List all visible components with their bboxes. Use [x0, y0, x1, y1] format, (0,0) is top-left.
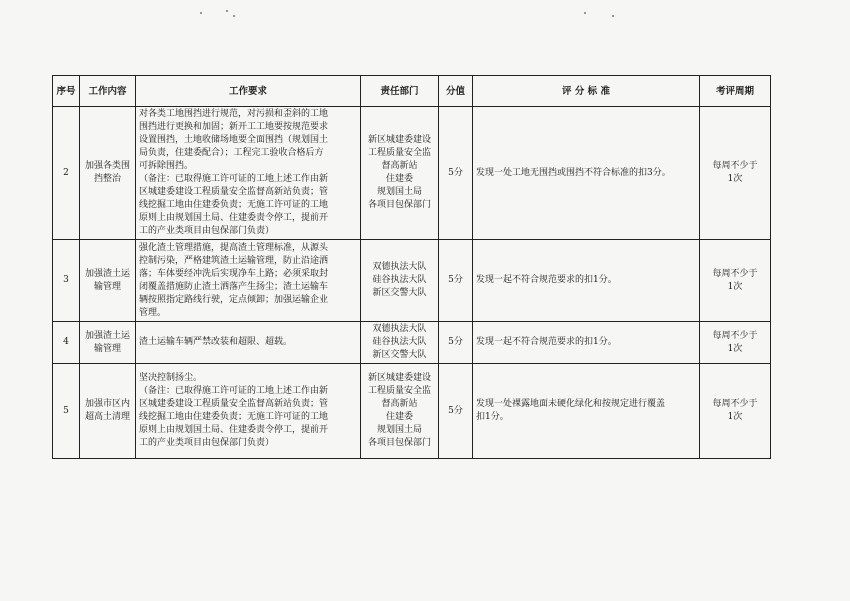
- table-row: [53, 107, 771, 240]
- row-number: 5: [53, 364, 80, 459]
- evaluation-cycle: [700, 240, 771, 322]
- text-line: 住建委: [385, 174, 413, 184]
- work-requirements: [136, 107, 361, 240]
- text-line: 新区交警大队: [372, 350, 427, 360]
- work-item: [80, 322, 136, 364]
- text-line: 双德执法大队: [372, 324, 427, 334]
- text-line: 加强各类围: [84, 161, 130, 171]
- text-line: 1次: [727, 343, 743, 354]
- text-line: 管理。: [139, 307, 167, 318]
- text-line: 1次: [727, 412, 743, 422]
- header-cycle: 考评周期: [700, 76, 771, 107]
- text-line: 区城建委建设工程质量安全监督高新站负责；管: [139, 399, 329, 409]
- text-line: 原则上由规划国土局、住建委责令停工，提前开: [139, 425, 329, 435]
- work-requirements: [136, 322, 361, 364]
- text-line: 闭覆盖措施防止渣土洒落产生扬尘；渣土运输车: [139, 281, 329, 292]
- text-line: 原则上由规划国土局、住建委责令停工，提前开: [139, 213, 329, 223]
- table-row: [53, 322, 771, 364]
- text-line: 规划国土局: [376, 425, 422, 435]
- text-line: 1次: [727, 174, 743, 184]
- text-line: 发现一处工地无围挡或围挡不符合标准的扣3分。: [476, 167, 671, 178]
- text-line: 辆按照指定路线行驶，定点倾卸；加强运输企业: [139, 294, 329, 305]
- work-item: [80, 240, 136, 322]
- scan-speck: [233, 15, 235, 17]
- text-line: 工的产业类项目由包保部门负责）: [139, 438, 275, 448]
- scoring-standard: [473, 240, 700, 322]
- text-line: 硅谷执法大队: [372, 275, 427, 285]
- evaluation-cycle: [700, 322, 771, 364]
- text-line: 新区城建委建设: [367, 373, 431, 383]
- header-item: 工作内容: [80, 76, 136, 107]
- score: 5分: [439, 107, 473, 240]
- text-line: 围挡进行更换和加固；新开工工地要按规范要求: [139, 122, 329, 132]
- header-requirements: 工作要求: [136, 76, 361, 107]
- text-line: 新区交警大队: [372, 288, 427, 298]
- scan-speck: [584, 12, 586, 14]
- responsible-department: [361, 322, 439, 364]
- header-row: [53, 76, 771, 107]
- text-line: 督高新站: [381, 161, 418, 171]
- evaluation-cycle: [700, 364, 771, 459]
- text-line: 1次: [727, 281, 743, 292]
- header-standard: 评 分 标 准: [473, 76, 700, 107]
- text-line: 局负责，住建委配合）；工程完工验收合格后方: [139, 148, 324, 158]
- text-line: 规划国土局: [376, 187, 422, 197]
- text-line: 扣1分。: [476, 412, 509, 422]
- text-line: 工程质量安全监: [367, 386, 431, 396]
- text-line: 区城建委建设工程质量安全监督高新站负责；管: [139, 187, 329, 197]
- work-item: [80, 364, 136, 459]
- score: 5分: [439, 364, 473, 459]
- text-line: 加强市区内: [84, 399, 130, 409]
- table-row: [53, 364, 771, 459]
- text-line: 每周不少于: [712, 330, 758, 341]
- text-line: 督高新站: [381, 399, 418, 409]
- work-requirements: [136, 240, 361, 322]
- text-line: 硅谷执法大队: [372, 337, 427, 347]
- row-number: 2: [53, 107, 80, 240]
- text-line: 输管理: [93, 281, 121, 292]
- responsible-department: [361, 364, 439, 459]
- text-line: 控制污染，严格建筑渣土运输管理，防止沿途洒: [139, 255, 329, 266]
- header-no: 序号: [53, 76, 80, 107]
- responsible-department: [361, 240, 439, 322]
- text-line: 线挖掘工地由住建委负责；无施工许可证的工地: [139, 412, 329, 422]
- text-line: 强化渣土管理措施，提高渣土管理标准，从源头: [139, 242, 329, 253]
- text-line: 发现一起不符合规范要求的扣1分。: [476, 337, 617, 347]
- work-item: [80, 107, 136, 240]
- header-department: 责任部门: [361, 76, 439, 107]
- text-line: （备注：已取得施工许可证的工地上述工作由新: [139, 174, 329, 184]
- text-line: 输管理: [93, 343, 121, 354]
- evaluation-cycle: [700, 107, 771, 240]
- text-line: 每周不少于: [712, 268, 758, 279]
- text-line: 发现一处裸露地面未硬化绿化和按规定进行覆盖: [476, 399, 666, 409]
- text-line: 坚决控制扬尘。: [139, 373, 203, 383]
- text-line: 加强渣土运: [84, 330, 130, 341]
- text-line: 新区城建委建设: [367, 135, 431, 145]
- text-line: 每周不少于: [712, 399, 758, 409]
- text-line: 工的产业类项目由包保部门负责）: [139, 226, 275, 236]
- row-number: 3: [53, 240, 80, 322]
- scoring-standard: [473, 364, 700, 459]
- text-line: 双德执法大队: [372, 262, 427, 272]
- text-line: 可拆除围挡。: [139, 161, 194, 171]
- text-line: 每周不少于: [712, 161, 758, 171]
- text-line: 发现一起不符合规范要求的扣1分。: [476, 275, 617, 285]
- text-line: 工程质量安全监: [367, 148, 431, 158]
- text-line: 各项目包保部门: [367, 200, 431, 210]
- evaluation-table: [52, 75, 771, 459]
- text-line: 落；车体要经冲洗后实现净车上路；必须采取封: [139, 268, 329, 279]
- text-line: 超高土清理: [84, 412, 130, 422]
- row-number: 4: [53, 322, 80, 364]
- text-line: 加强渣土运: [84, 268, 130, 279]
- text-line: 线挖掘工地由住建委负责；无施工许可证的工地: [139, 200, 329, 210]
- score: 5分: [439, 240, 473, 322]
- text-line: 住建委: [385, 412, 413, 422]
- text-line: （备注：已取得施工许可证的工地上述工作由新: [139, 386, 329, 396]
- header-score: 分值: [439, 76, 473, 107]
- score: 5分: [439, 322, 473, 364]
- text-line: 挡整治: [93, 174, 121, 184]
- responsible-department: [361, 107, 439, 240]
- scan-speck: [200, 12, 202, 14]
- text-line: 各项目包保部门: [367, 438, 431, 448]
- scoring-standard: [473, 322, 700, 364]
- table-row: [53, 240, 771, 322]
- scoring-standard: [473, 107, 700, 240]
- text-line: 对各类工地围挡进行规范，对污损和歪斜的工地: [139, 109, 329, 119]
- work-requirements: [136, 364, 361, 459]
- scan-speck: [226, 10, 228, 12]
- text-line: 渣土运输车辆严禁改装和超限、超载。: [139, 337, 293, 347]
- text-line: 设置围挡，土地收储场地要全面围挡（规划国土: [139, 135, 329, 145]
- scan-speck: [612, 15, 614, 17]
